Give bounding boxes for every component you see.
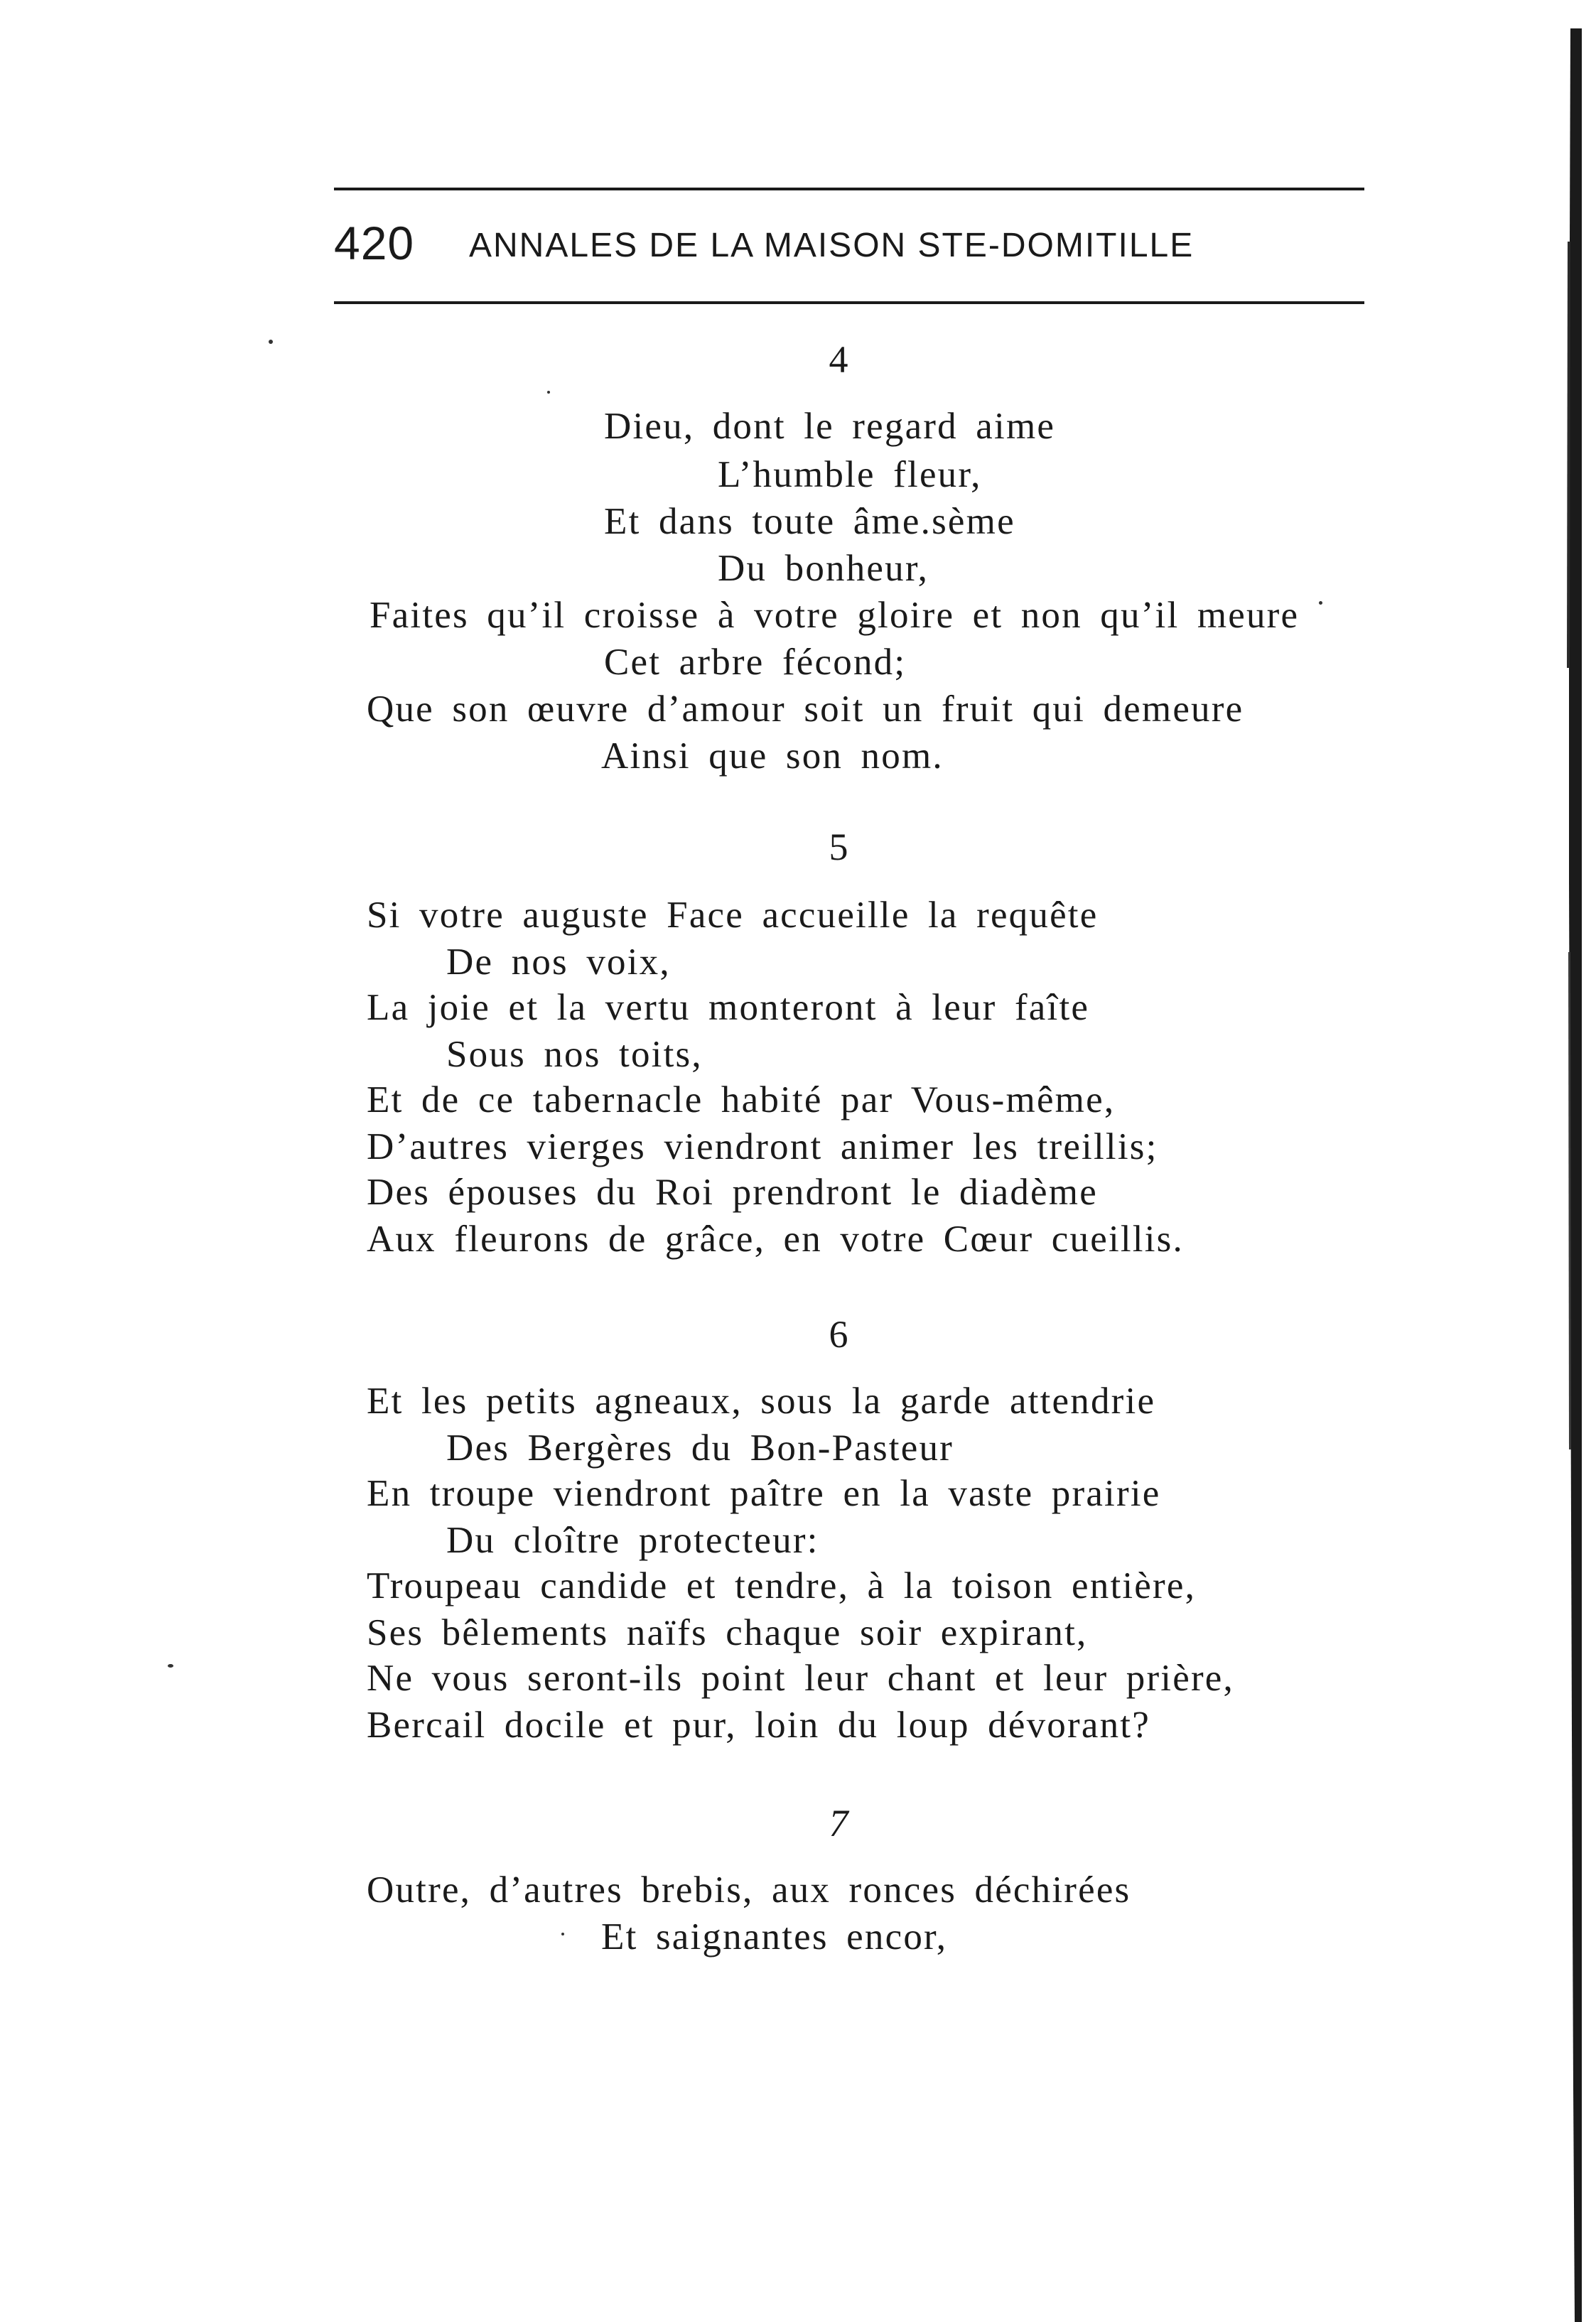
stanza-number: 5 (829, 826, 848, 868)
verse-line: Dieu, dont le regard aime (604, 406, 1056, 447)
stanza-number: 6 (829, 1313, 848, 1356)
verse-line: Sous nos toits, (446, 1034, 703, 1075)
verse-line: Du cloître protecteur: (446, 1520, 819, 1561)
verse-line: Et saignantes encor, (601, 1916, 948, 1958)
verse-line: Cet arbre fécond; (604, 642, 907, 683)
scan-speck (547, 391, 550, 394)
verse-line: L’humble fleur, (718, 454, 982, 495)
verse-line: Aux fleurons de grâce, en votre Cœur cueillis. (367, 1219, 1184, 1260)
verse-line: De nos voix, (446, 941, 671, 983)
scan-speck (168, 1664, 173, 1668)
verse-line: En troupe viendront paître en la vaste prairie (367, 1473, 1161, 1514)
verse-line: Faites qu’il croisse à votre gloire et non qu’il meure (370, 595, 1300, 636)
verse-line: Bercail docile et pur, loin du loup dévorant? (367, 1705, 1150, 1746)
verse-line: Troupeau candide et tendre, à la toison entière, (367, 1565, 1197, 1606)
scan-speck (269, 340, 273, 344)
verse-line: Ses bêlements naïfs chaque soir expirant, (367, 1612, 1088, 1653)
stanza-number: 7 (829, 1802, 848, 1845)
verse-line: Outre, d’autres brebis, aux ronces déchirées (367, 1869, 1131, 1911)
page-number: 420 (334, 217, 415, 269)
verse-line: Si votre auguste Face accueille la requête (367, 895, 1099, 936)
verse-line: Des Bergères du Bon-Pasteur (446, 1427, 954, 1469)
verse-line: Du bonheur, (718, 548, 929, 589)
stanza-number: 4 (829, 338, 848, 381)
verse-line: D’autres vierges viendront animer les treillis; (367, 1126, 1158, 1167)
verse-line: Et de ce tabernacle habité par Vous-même, (367, 1079, 1116, 1120)
verse-line: Que son œuvre d’amour soit un fruit qui demeure (367, 688, 1244, 730)
verse-line: La joie et la vertu monteront à leur faîte (367, 987, 1090, 1028)
running-title: ANNALES DE LA MAISON STE-DOMITILLE (469, 227, 1195, 264)
scan-speck (1319, 601, 1322, 605)
verse-line: Des épouses du Roi prendront le diadème (367, 1172, 1098, 1213)
page-edge-shadow (1560, 28, 1582, 2322)
verse-line: Ne vous seront-ils point leur chant et leur prière, (367, 1658, 1234, 1699)
verse-line: Et dans toute âme.sème (604, 501, 1015, 542)
verse-line: Ainsi que son nom. (601, 735, 944, 777)
scan-speck (561, 1933, 564, 1935)
verse-line: Et les petits agneaux, sous la garde attendrie (367, 1381, 1156, 1422)
